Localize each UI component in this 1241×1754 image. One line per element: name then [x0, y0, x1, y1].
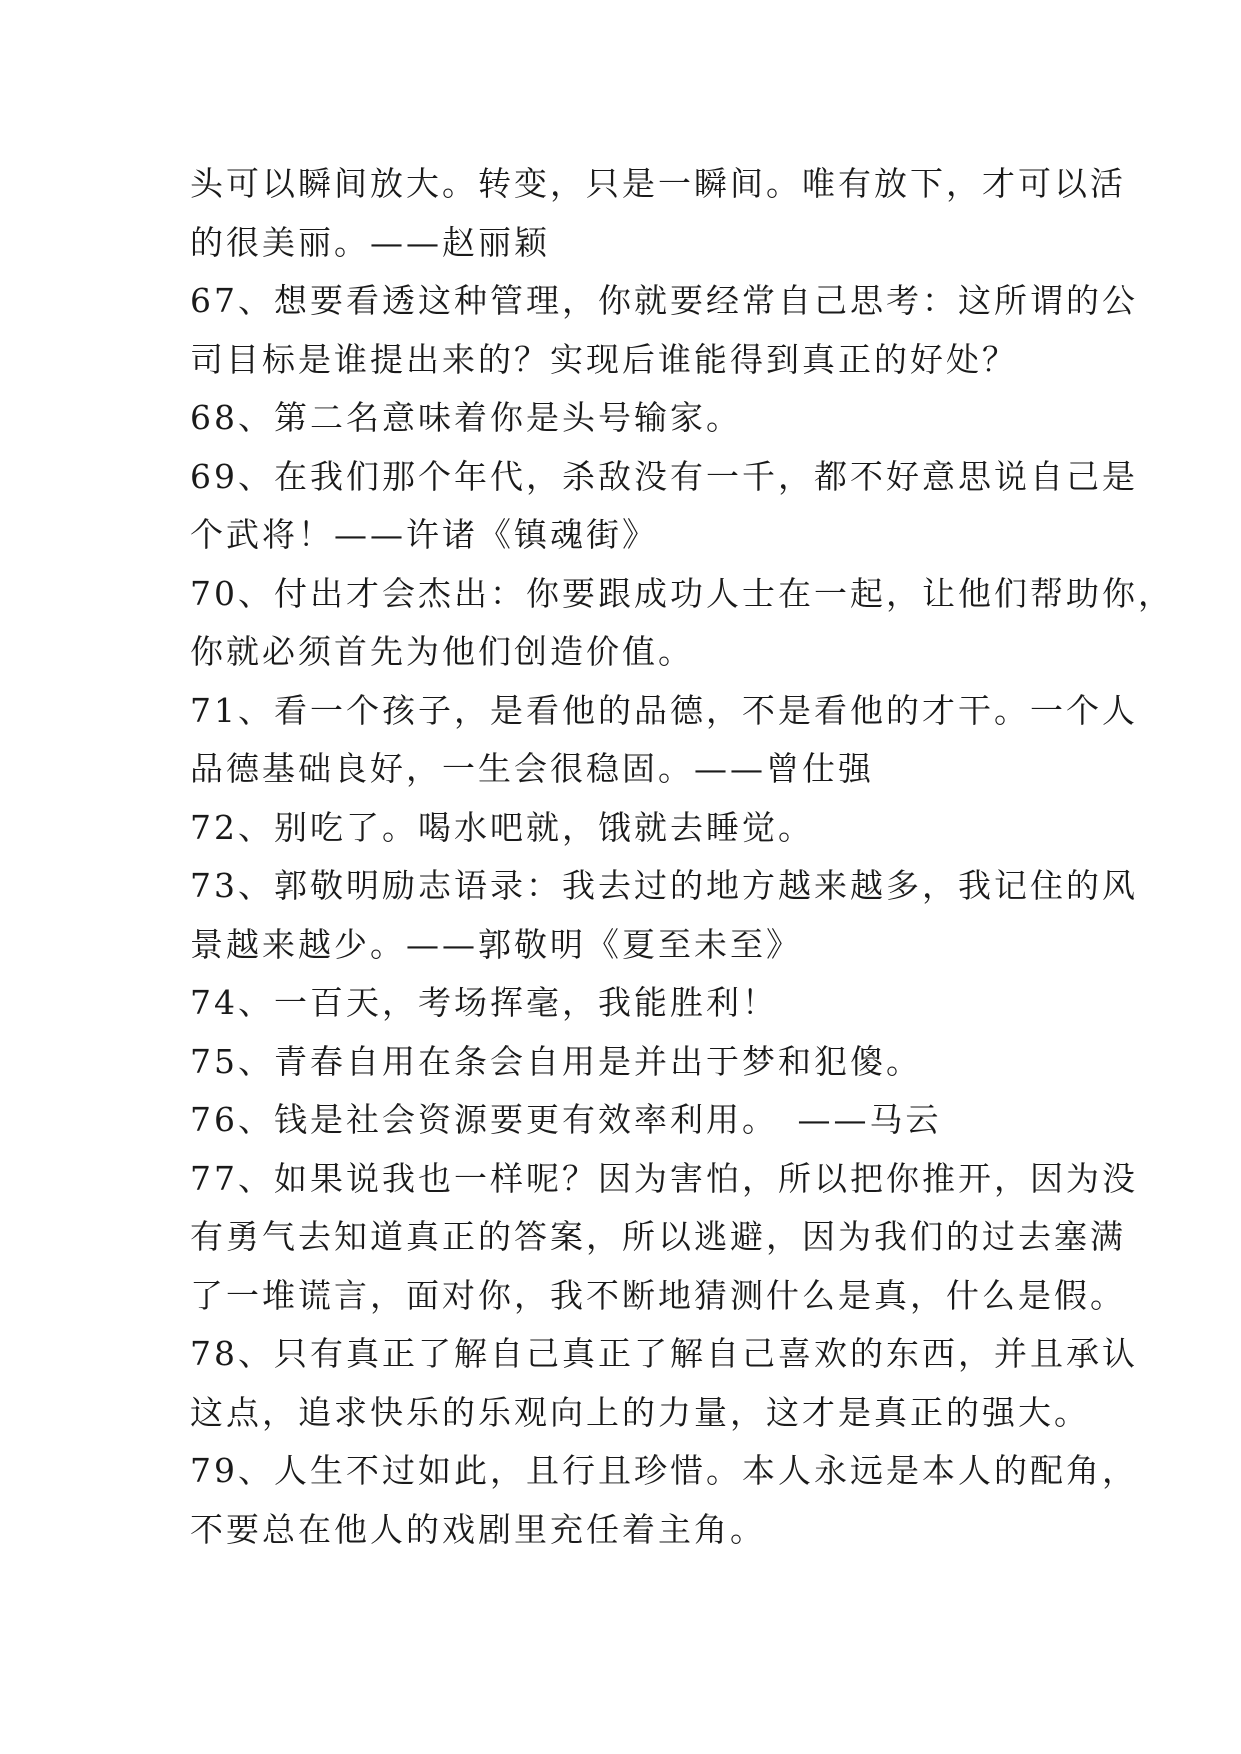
text-line: 不要总在他人的戏剧里充任着主角。: [190, 1509, 766, 1549]
text-line: 你就必须首先为他们创造价值。: [190, 632, 694, 671]
text-line: 有勇气去知道真正的答案，所以逃避，因为我们的过去塞满: [190, 1217, 1126, 1256]
text-line: 77、如果说我也一样呢？因为害怕，所以把你推开，因为没: [190, 1158, 1138, 1198]
text-line: 70、付出才会杰出：你要跟成功人士在一起，让他们帮助你，: [190, 573, 1174, 613]
text-line: 头可以瞬间放大。转变，只是一瞬间。唯有放下，才可以活: [190, 164, 1126, 203]
text-line: 67、想要看透这种管理，你就要经常自己思考：这所谓的公: [190, 281, 1138, 320]
text-line: 69、在我们那个年代，杀敌没有一千，都不好意思说自己是: [190, 456, 1138, 496]
text-line: 75、青春自用在条会自用是并出于梦和犯傻。: [190, 1041, 922, 1081]
text-line: 68、第二名意味着你是头号输家。: [190, 398, 742, 437]
text-line: 73、郭敬明励志语录：我去过的地方越来越多，我记住的风: [190, 866, 1138, 905]
text-line: 景越来越少。——郭敬明《夏至未至》: [190, 924, 802, 964]
text-line: 78、只有真正了解自己真正了解自己喜欢的东西，并且承认: [190, 1334, 1138, 1373]
text-line: 司目标是谁提出来的？实现后谁能得到真正的好处？: [190, 339, 1018, 379]
text-line: 的很美丽。——赵丽颖: [190, 222, 550, 262]
text-line: 72、别吃了。喝水吧就，饿就去睡觉。: [190, 807, 814, 847]
document-text-body: [190, 155, 1174, 1559]
text-line: 个武将！——许诸《镇魂街》: [190, 515, 658, 554]
text-line: 71、看一个孩子，是看他的品德，不是看他的才干。一个人: [190, 690, 1138, 730]
text-line: 了一堆谎言，面对你，我不断地猜测什么是真，什么是假。: [190, 1275, 1126, 1315]
text-line: 79、人生不过如此，且行且珍惜。本人永远是本人的配角，: [190, 1451, 1138, 1490]
text-line: 74、一百天，考场挥毫，我能胜利！: [190, 983, 778, 1022]
text-line: 品德基础良好，一生会很稳固。——曾仕强: [190, 749, 874, 788]
text-line: 这点，追求快乐的乐观向上的力量，这才是真正的强大。: [190, 1392, 1090, 1432]
text-line: 76、钱是社会资源要更有效率利用。 ——马云: [190, 1100, 942, 1139]
